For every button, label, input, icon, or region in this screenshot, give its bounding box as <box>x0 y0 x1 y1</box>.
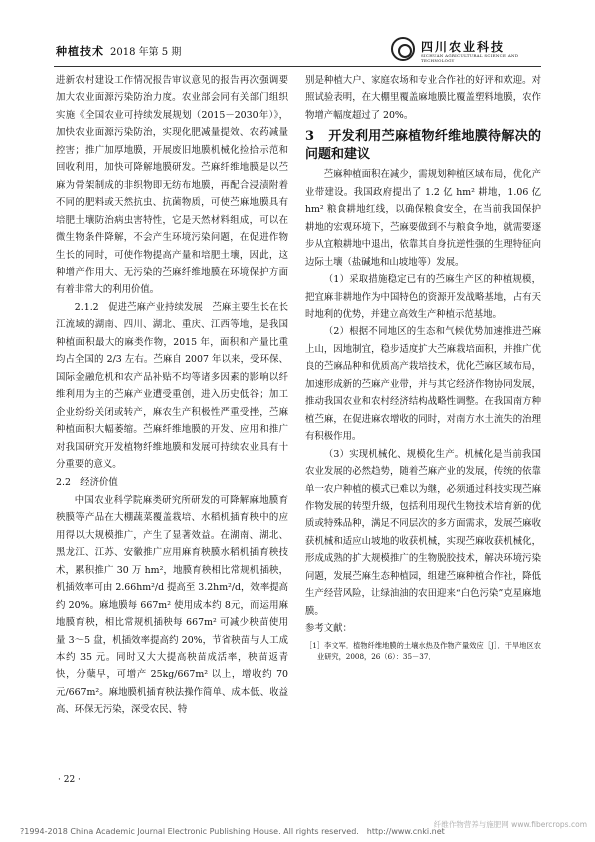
reference-item: ［1］李文军．植物纤维地膜的土壤水热及作物产量效应［J］．干旱地区农业研究，2008，26（6）：35－37． <box>305 640 541 661</box>
paragraph: （2）根据不同地区的生态和气候优势加速推进苎麻上山，因地制宜，稳步适度扩大苎麻栽培面积，并推广优良的苎麻品种和优质高产栽培技术，优化苎麻区域布局，加速形成新的苎麻产业带，并与其它经济作物协同发展，推动我国农业和农村经济结构战略性调整。在我国南方种植苎麻，在促进麻农增收的同时，对南方水土流失的治理有积极作用。 <box>305 326 541 443</box>
logo-subtitle: SICHUAN AGRICULTURAL SCIENCE AND TECHNOLOGY <box>421 53 519 63</box>
paragraph: 进新农村建设工作情况报告审议意见的报告再次强调要加大农业面源污染防治力度。农业部会同有关部门组织实施《全国农业可持续发展规划（2015－2030年）》，加快农业面源污染防治，实现化肥减量提效、农药减量控害；推广加厚地膜，开展废旧地膜机械化捡拾示范和回收利用，加快可降解地膜研发。苎麻纤维地膜是以苎麻为骨架制成的非织物即无纺布地膜，再配合浸渍附着不同的肥料或天然抗虫、抗菌物质，可使苎麻地膜具有培肥土壤防治病虫害特性，它是天然材料组成，可以在微生物条件降解，不会产生环境污染问题，在促进作物生长的同时，可使作物提高产量和培肥土壤，因此，这种增产作用大、无污染的苎麻纤维地膜在环境保护方面有着非常大的利用价值。 <box>56 75 288 296</box>
journal-title: 种植技术 <box>56 45 104 58</box>
logo-seal-icon <box>391 37 415 61</box>
section-title <box>305 128 541 164</box>
journal-logo <box>391 37 541 63</box>
left-column <box>56 72 288 719</box>
journal-section <box>56 43 181 59</box>
right-column <box>305 72 541 662</box>
page-number: · 22 · <box>58 775 81 785</box>
section-heading: 2.2 经济价值 <box>56 477 118 489</box>
header-rule <box>54 66 541 67</box>
copyright-notice: ?1994-2018 China Academic Journal Electronic Publishing House. All rights reserved. http://www.cnki.net <box>20 827 445 836</box>
paragraph: 中国农业科学院麻类研究所研发的可降解麻地膜育秧膜等产品在大棚蔬菜覆盖栽培、水稻机插育秧中的应用得以大规模推广，产生了显著效益。在湖南、湖北、黑龙江、江苏、安徽推广应用麻育秧膜水稻机插育秧技术，累积推广 30 万 hm²，地膜育秧相比常规机插秧，机插效率可由 2.66hm²/d 提高至 3.2hm²/d，效率提高约 20%。麻地膜每 667m² 使用成本约 8元，而运用麻地膜育秧，相比常规机插秧每 667m² 可减少秧苗使用量 3～5 盘，机插效率提高约 20%，节省秧苗与人工成本约 35 元。同时又大大提高秧苗成活率，秧苗返青快，分蘖早，可增产 25kg/667m² 以上，增收约 70 元/667m²。麻地膜机插育秧法操作简单、成本低、收益高、环保无污染，深受农民、特 <box>56 494 288 716</box>
paragraph: 别是种植大户、家庭农场和专业合作社的好评和欢迎。对照试验表明，在大棚里覆盖麻地膜比覆盖塑料地膜，农作物增产幅度超过了 20%。 <box>305 75 541 121</box>
references-heading: 参考文献： <box>305 623 352 635</box>
paragraph: 苎麻种植面积在减少，需规划种植区域布局，优化产业带建设。我国政府提出了 1.2 亿 hm² 耕地，1.06 亿 hm² 粮食耕地红线，以确保粮食安全，在当前我国保护耕地的宏观环境下，苎麻要做到不与粮食争地，就需要逐步从宜粮耕地中退出，依靠其自身抗逆性强的生理特征向边际土壤（盐碱地和山坡地等）发展。 <box>305 169 541 268</box>
paragraph: （3）实现机械化、规模化生产。机械化是当前我国农业发展的必然趋势，随着苎麻产业的发展，传统的依靠单一农户种植的模式已难以为继，必须通过科技实现苎麻作物发展的转型升级，包括利用现代生物技术培育新的优质或特殊品种，满足不同层次的多方面需求，发展苎麻收获机械和适应山坡地的收获机械，实现苎麻收获机械化，形成成熟的扩大规模推广的生物脱胶技术，解决环境污染问题，发展苎麻生态种植园，组建苎麻种植合作社，降低生产经营风险，让绿油油的农田迎来“白色污染”克星麻地膜。 <box>305 448 541 617</box>
section-title-text: 开发利用苎麻植物纤维地膜待解决的问题和建议 <box>305 129 541 163</box>
paragraph: 2.1.2 促进苎麻产业持续发展 苎麻主要生长在长江流域的湖南、四川、湖北、重庆、江西等地，是我国种植面积最大的麻类作物，2015 年，面积和产量比重均占全国的 2/3 左右。苎麻自 2007 年以来，受环保、国际金融危机和农产品补贴不均等诸多因素的影响以纤维利用为主的苎麻产业遭受重创，进入历史低谷；加工企业纷纷关闭或转产，麻农生产积极性严重受挫，苎麻种植面积大幅萎缩。苎麻纤维地膜的开发、应用和推广对我国研究开发植物纤维地膜和发展可持续农业具有十分重要的意义。 <box>56 301 288 470</box>
site-watermark: 纤维作物营养与施肥网 www.fibercrops.com <box>433 820 587 829</box>
section-number: 3 <box>305 129 315 145</box>
logo-name: 四川农业科技 <box>421 40 506 54</box>
paragraph: （1）采取措施稳定已有的苎麻生产区的种植规模，把宜麻非耕地作为中国特色的资源开发战略基地，占有天时地利的优势，并建立高效生产种植示范基地。 <box>305 274 541 320</box>
issue-number: 2018 年第 5 期 <box>110 47 182 58</box>
